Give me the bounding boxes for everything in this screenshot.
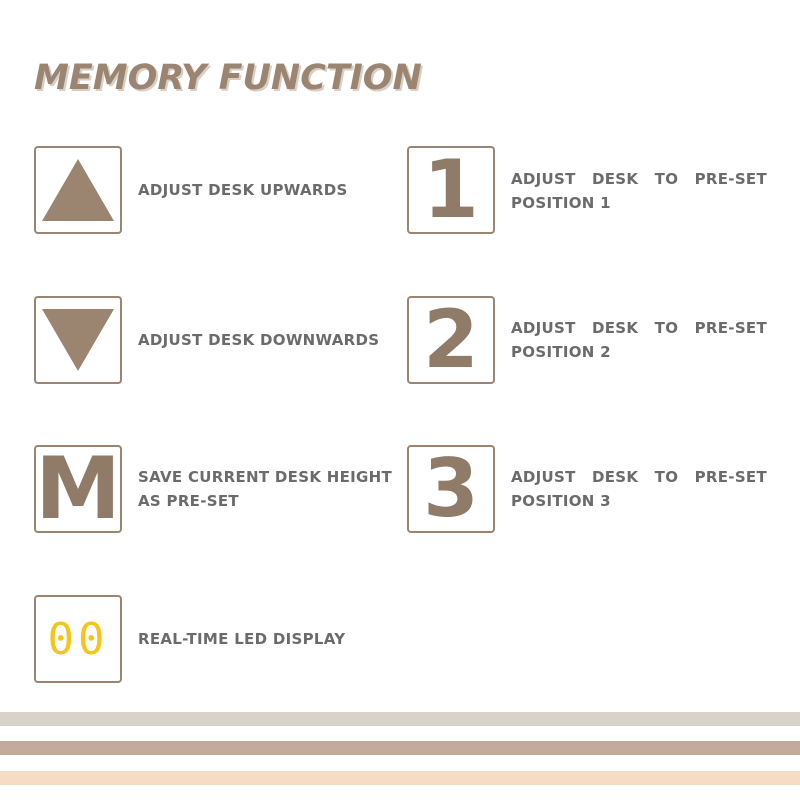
memory-label-line2: AS PRE-SET [138,492,239,510]
preset-3-button[interactable] [407,442,495,535]
memory-label [138,465,394,513]
preset-1-glyph: 1 [423,143,479,236]
led-display [34,595,122,683]
led-digits: 00 [47,613,109,665]
stripe-2 [0,741,800,755]
memory-label-line1: SAVE CURRENT DESK HEIGHT [138,468,393,486]
preset-3-label-line2: POSITION 3 [511,492,611,510]
down-button[interactable] [34,296,122,384]
memory-glyph: M [35,439,121,539]
preset-3-label [511,465,767,513]
preset-1-label-line2: POSITION 1 [511,194,611,212]
stripe-3 [0,771,800,785]
led-label: REAL-TIME LED DISPLAY [138,630,346,648]
up-button[interactable] [34,146,122,234]
down-label: ADJUST DESK DOWNWARDS [138,331,380,349]
stripe-1 [0,712,800,726]
preset-2-label-line2: POSITION 2 [511,343,611,361]
up-label: ADJUST DESK UPWARDS [138,181,348,199]
memory-button[interactable] [34,439,122,539]
preset-2-label-line1: ADJUST DESK TO PRE-SET [511,319,767,337]
triangle-down-icon [40,305,116,375]
page-title: MEMORY FUNCTION [34,58,422,98]
preset-2-label [511,316,767,364]
preset-2-button[interactable] [407,293,495,386]
preset-3-label-line1: ADJUST DESK TO PRE-SET [511,468,767,486]
preset-2-glyph: 2 [423,293,479,386]
preset-1-label [511,167,767,215]
preset-1-button[interactable] [407,143,495,236]
preset-3-glyph: 3 [423,442,479,535]
preset-1-label-line1: ADJUST DESK TO PRE-SET [511,170,767,188]
triangle-up-icon [40,155,116,225]
